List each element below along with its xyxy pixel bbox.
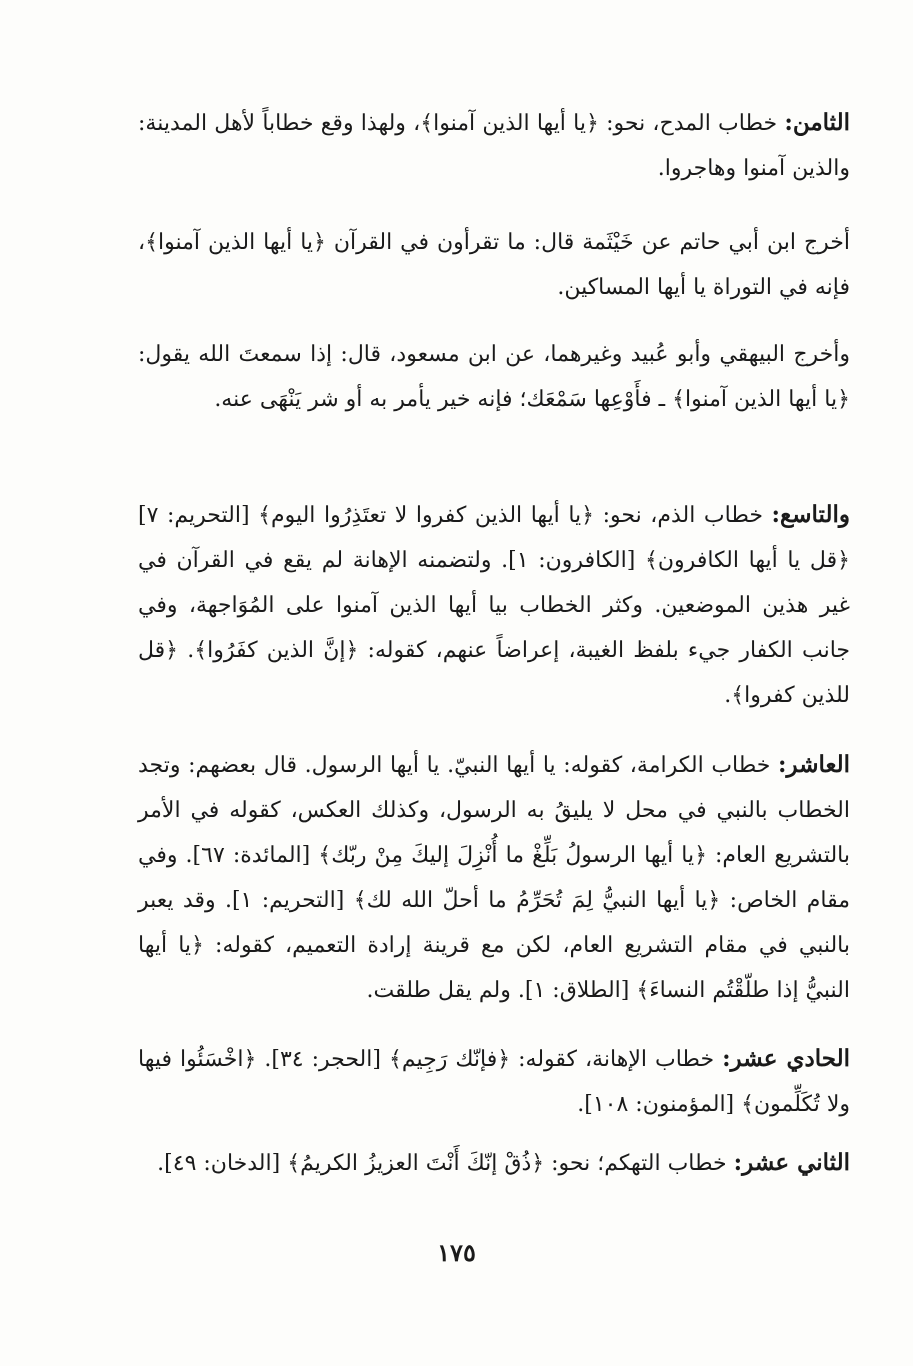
paragraph-text: خطاب الإهانة، كقوله: ﴿فإنّك رَجِيم﴾ [الحجر: ٣٤]. ﴿اخْسَئُوا فيها ولا تُكَلِّمون﴾ [المؤمنون: ١٠٨].	[138, 1047, 850, 1117]
paragraph-text: أخرج ابن أبي حاتم عن خَيْثَمة قال: ما تقرأون في القرآن ﴿يا أيها الذين آمنوا﴾، فإنه في التوراة يا أيها المساكين.	[138, 230, 850, 300]
paragraph-text: خطاب التهكم؛ نحو: ﴿ذُقْ إنّكَ أَنْتَ العزيزُ الكريمُ﴾ [الدخان: ٤٩].	[157, 1151, 734, 1176]
section-label-twelfth: الثاني عشر:	[733, 1149, 850, 1176]
section-label-tenth: العاشر:	[778, 751, 850, 778]
paragraph-text: خطاب الكرامة، كقوله: يا أيها النبيّ. يا أيها الرسول. قال بعضهم: وتجد الخطاب بالنبي في محل لا يليقُ به الرسول، وكذلك العكس، كقوله في الأمر بالتشريع العام: ﴿يا أيها الرسولُ بَلِّغْ ما أُنْزِلَ إليكَ مِنْ ربّك﴾ [المائدة: ٦٧]. وفي مقام الخاص: ﴿يا أيها النبيُّ لِمَ تُحَرِّمُ ما أحلّ الله لك﴾ [التحريم: ١]. وقد يعبر بالنبي في مقام التشريع العام، لكن مع قرينة إرادة التعميم، كقوله: ﴿يا أيها النبيُّ إذا طلّقْتُم النساءَ﴾ [الطلاق: ١]. ولم يقل طلقت.	[138, 753, 851, 1003]
paragraph-text: وأخرج البيهقي وأبو عُبيد وغيرهما، عن ابن مسعود، قال: إذا سمعتَ الله يقول: ﴿يا أيها الذين آمنوا﴾ ـ فأَوْعِها سَمْعَك؛ فإنه خير يأمر به أو شر يَنْهَى عنه.	[138, 342, 850, 412]
paragraph-text: خطاب الذم، نحو: ﴿يا أيها الذين كفروا لا تعتَذِرُوا اليوم﴾ [التحريم: ٧] ﴿قل يا أيها الكافرون﴾ [الكافرون: ١]. ولتضمنه الإهانة لم يقع في القرآن في غير هذين الموضعين. وكثر الخطاب بيا أيها الذين آمنوا على المُوَاجهة، وفي جانب الكفار جيء بلفظ الغيبة، إعراضاً عنهم، كقوله: ﴿إنَّ الذين كفَرُوا﴾. ﴿قل للذين كفروا﴾.	[138, 503, 850, 708]
paragraph-ninth	[138, 492, 850, 718]
paragraph-twelfth	[138, 1140, 850, 1186]
paragraph-bayhaqi	[138, 332, 850, 422]
paragraph-eighth	[138, 100, 850, 191]
section-label-ninth: والتاسع:	[771, 501, 850, 528]
paragraph-khaythama	[138, 220, 850, 310]
section-label-eighth: الثامن:	[784, 109, 850, 136]
paragraph-tenth	[138, 742, 850, 1013]
paragraph-eleventh	[138, 1036, 850, 1127]
section-label-eleventh: الحادي عشر:	[722, 1045, 851, 1072]
paragraph-text: خطاب المدح، نحو: ﴿يا أيها الذين آمنوا﴾، ولهذا وقع خطاباً لأهل المدينة: والذين آمنوا وهاجروا.	[138, 111, 850, 181]
page-number: ١٧٥	[437, 1238, 476, 1267]
